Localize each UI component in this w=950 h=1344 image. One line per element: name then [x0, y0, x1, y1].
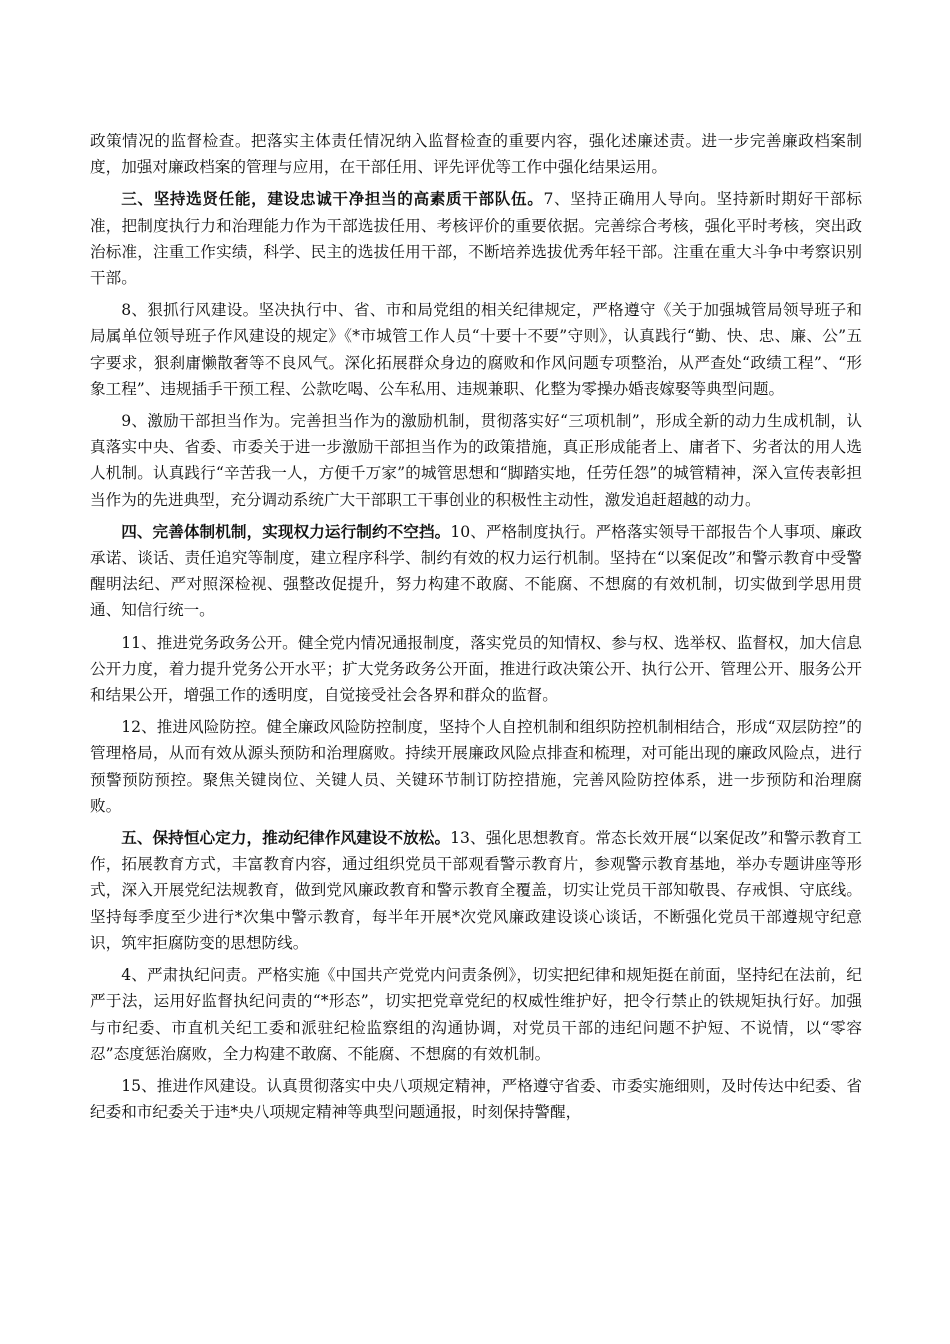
paragraph-5-text: 10、严格制度执行。严格落实领导干部报告个人事项、廉政承诺、谈话、责任追究等制度，建立程序科学、制约有效的权力运行机制。坚持在“以案促改”和警示教育中受警醒明法纪、严对照深检视、强整改促提升，努力构建不敢腐、不能腐、不想腐的有效机制，切实做到学思用贯通、知信行统一。 — [90, 522, 862, 620]
paragraph-3 — [90, 297, 862, 402]
section-heading-5: 五、保持恒心定力，推动纪律作风建设不放松。 — [121, 828, 451, 848]
paragraph-8-text: 13、强化思想教育。常态长效开展“以案促改”和警示教育工作，拓展教育方式，丰富教育内容，通过组织党员干部观看警示教育片，参观警示教育基地，举办专题讲座等形式，深入开展党纪法规教育，做到党风廉政教育和警示教育全覆盖，切实让党员干部知敬畏、存戒惧、守底线。坚持每季度至少进行*次集中警示教育，每半年开展*次党风廉政建设谈心谈话，不断强化党员干部遵规守纪意识，筑牢拒腐防变的思想防线。 — [90, 829, 862, 952]
paragraph-1-text: 政策情况的监督检查。把落实主体责任情况纳入监督检查的重要内容，强化述廉述责。进一步完善廉政档案制度，加强对廉政档案的管理与应用，在干部任用、评先评优等工作中强化结果运用。 — [90, 132, 862, 177]
paragraph-1 — [90, 128, 862, 180]
paragraph-2-text: 7、坚持正确用人导向。坚持新时期好干部标准，把制度执行力和治理能力作为干部选拔任用、考核评价的重要依据。完善综合考核，强化平时考核，突出政治标准，注重工作实绩，科学、民主的选拔任用干部，不断培养选拔优秀年轻干部。注重在重大斗争中考察识别干部。 — [90, 190, 862, 288]
paragraph-8 — [90, 825, 862, 956]
paragraph-4 — [90, 408, 862, 513]
paragraph-5 — [90, 519, 862, 624]
paragraph-9 — [90, 962, 862, 1067]
paragraph-9-text: 4、严肃执纪问责。严格实施《中国共产党党内问责条例》，切实把纪律和规矩挺在前面，坚持纪在法前，纪严于法，运用好监督执纪问责的“*形态”，切实把党章党纪的权威性维护好，把令行禁止的铁规矩执行好。加强与市纪委、市直机关纪工委和派驻纪检监察组的沟通协调，对党员干部的违纪问题不护短、不说情，以“零容忍”态度惩治腐败，全力构建不敢腐、不能腐、不想腐的有效机制。 — [90, 966, 862, 1063]
paragraph-6-text: 11、推进党务政务公开。健全党内情况通报制度，落实党员的知情权、参与权、选举权、监督权，加大信息公开力度，着力提升党务公开水平；扩大党务政务公开面，推进行政决策公开、执行公开、管理公开、服务公开和结果公开，增强工作的透明度，自觉接受社会各界和群众的监督。 — [90, 633, 862, 705]
paragraph-7 — [90, 714, 862, 819]
document-body — [90, 128, 862, 1131]
paragraph-7-text: 12、推进风险防控。健全廉政风险防控制度，坚持个人自控机制和组织防控机制相结合，形成“双层防控”的管理格局，从而有效从源头预防和治理腐败。持续开展廉政风险点排查和梳理，对可能出现的廉政风险点，进行预警预防预控。聚焦关键岗位、关键人员、关键环节制订防控措施，完善风险防控体系，进一步预防和治理腐败。 — [90, 718, 862, 815]
paragraph-2 — [90, 186, 862, 291]
paragraph-10-text: 15、推进作风建设。认真贯彻落实中央八项规定精神，严格遵守省委、市委实施细则，及时传达中纪委、省纪委和市纪委关于违*央八项规定精神等典型问题通报，时刻保持警醒， — [90, 1076, 862, 1122]
paragraph-10 — [90, 1073, 862, 1125]
paragraph-4-text: 9、激励干部担当作为。完善担当作为的激励机制，贯彻落实好“三项机制”，形成全新的动力生成机制，认真落实中央、省委、市委关于进一步激励干部担当作为的政策措施，真正形成能者上、庸者下、劣者汰的用人选人机制。认真践行“辛苦我一人，方便千万家”的城管思想和“脚踏实地，任劳任怨”的城管精神，深入宣传表彰担当作为的先进典型，充分调动系统广大干部职工干事创业的积极性主动性，激发追赶超越的动力。 — [90, 412, 862, 509]
section-heading-3: 三、坚持选贤任能，建设忠诚干净担当的高素质干部队伍。 — [121, 189, 544, 209]
section-heading-4: 四、完善体制机制，实现权力运行制约不空挡。 — [121, 521, 451, 541]
paragraph-6 — [90, 630, 862, 709]
paragraph-3-text: 8、狠抓行风建设。坚决执行中、省、市和局党组的相关纪律规定，严格遵守《关于加强城管局领导班子和局属单位领导班子作风建设的规定》《*市城管工作人员“十要十不要”守则》，认真践行“勤、快、忠、廉、公”五字要求，狠刹庸懒散奢等不良风气。深化拓展群众身边的腐败和作风问题专项整治，从严查处“政绩工程”、“形象工程”、违规插手干预工程、公款吃喝、公车私用、违规兼职、化整为零操办婚丧嫁娶等典型问题。 — [90, 301, 862, 398]
